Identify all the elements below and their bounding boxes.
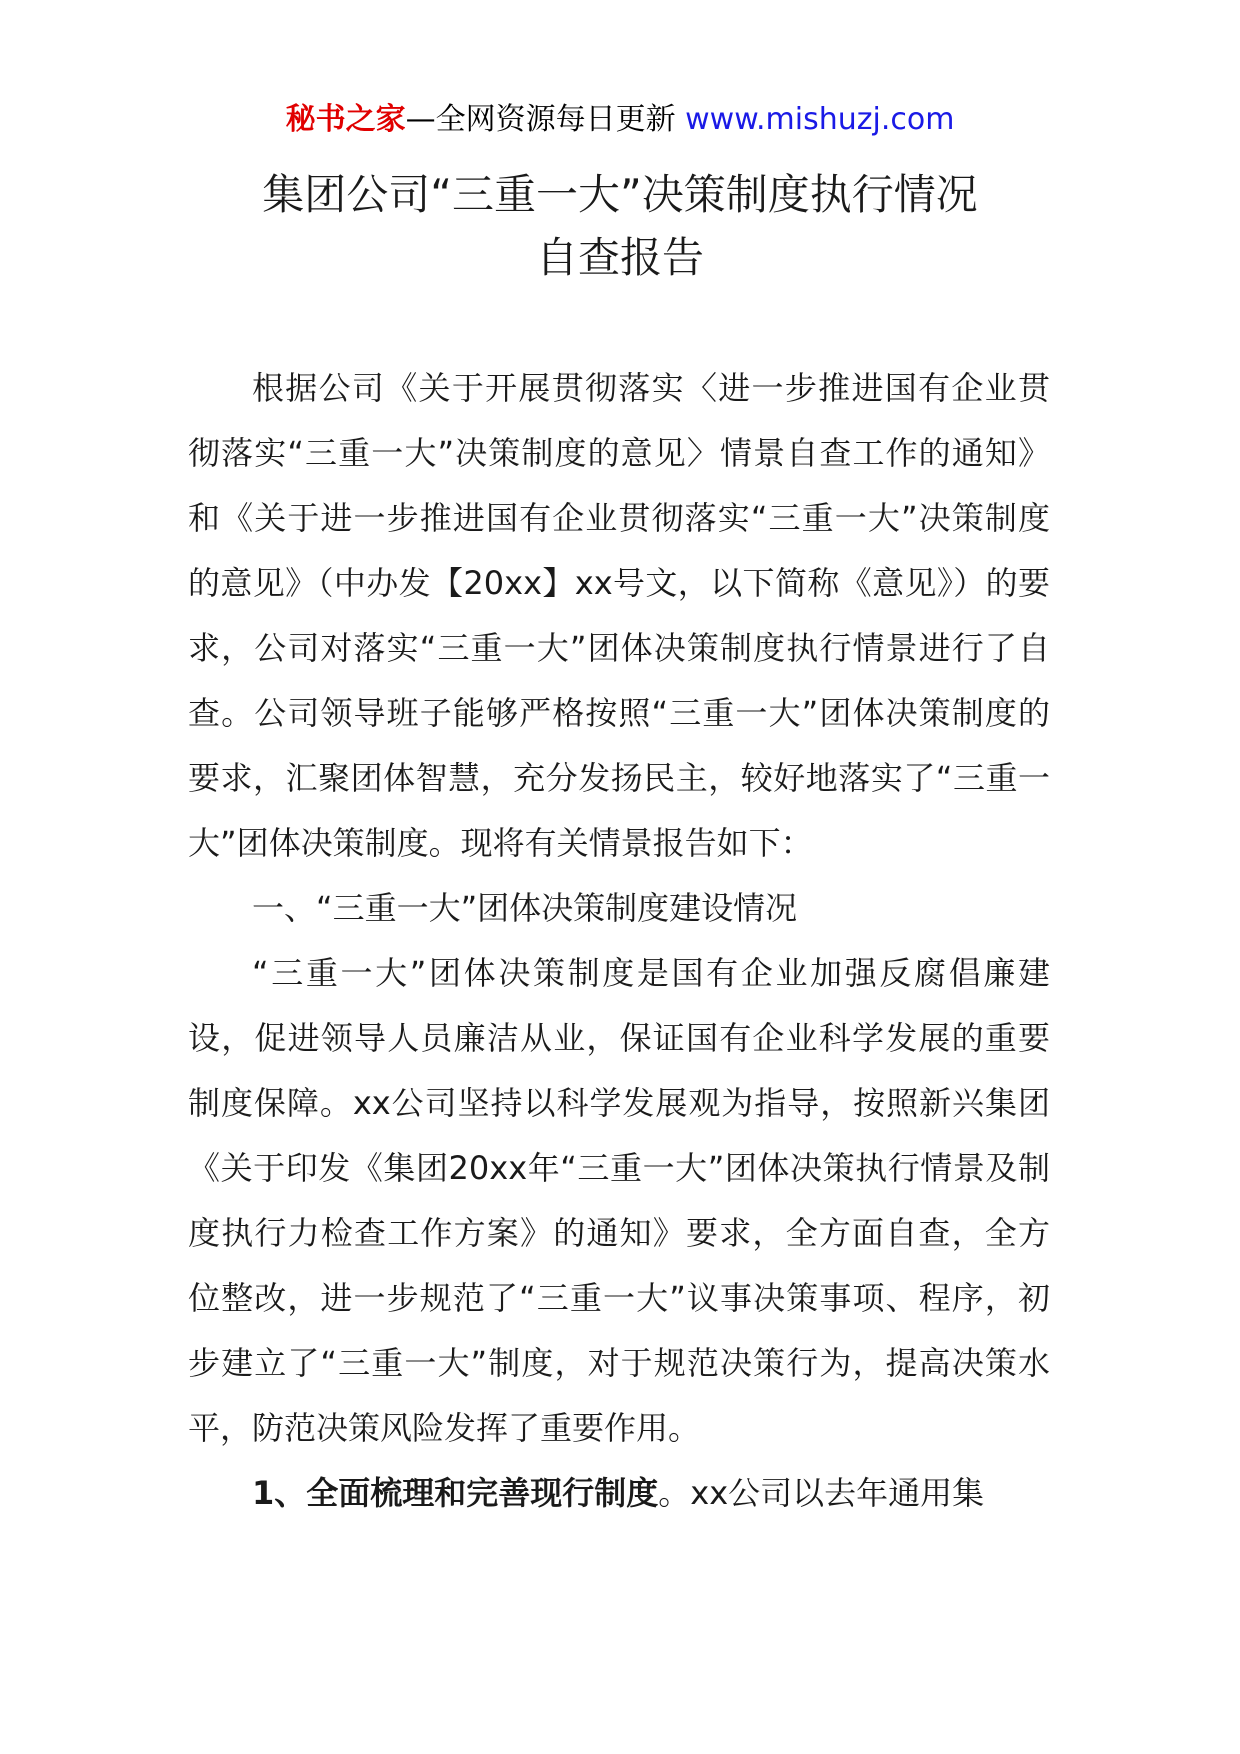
site-brand: 秘书之家 [285, 102, 406, 137]
title-line-1: 集团公司“三重一大”决策制度执行情况 [262, 170, 978, 219]
document-body [188, 356, 1050, 1526]
title-line-2: 自查报告 [535, 233, 704, 282]
section-1-paragraph: “三重一大”团体决策制度是国有企业加强反腐倡廉建设，促进领导人员廉洁从业，保证国有企业科学发展的重要制度保障。xx公司坚持以科学发展观为指导，按照新兴集团《关于印发《集团20xx年“三重一大”团体决策执行情景及制度执行力检查工作方案》的通知》要求，全方面自查，全方位整改，进一步规范了“三重一大”议事决策事项、程序，初步建立了“三重一大”制度，对于规范决策行为，提高决策水平，防范决策风险发挥了重要作用。 [188, 954, 1050, 1447]
document-title [0, 163, 1240, 289]
site-header [0, 100, 1240, 140]
intro-paragraph: 根据公司《关于开展贯彻落实〈进一步推进国有企业贯彻落实“三重一大”决策制度的意见〉情景自查工作的通知》和《关于进一步推进国有企业贯彻落实“三重一大”决策制度的意见》（中办发【20xx】xx号文，以下简称《意见》）的要求，公司对落实“三重一大”团体决策制度执行情景进行了自查。公司领导班子能够严格按照“三重一大”团体决策制度的要求，汇聚团体智慧，充分发扬民主，较好地落实了“三重一大”团体决策制度。现将有关情景报告如下： [188, 369, 1050, 862]
item-1-paragraph [188, 1461, 1050, 1526]
site-tagline: —全网资源每日更新 [405, 102, 676, 137]
site-url-link[interactable]: www.mishuzj.com [685, 102, 955, 137]
item-1-text: 。xx公司以去年通用集 [658, 1474, 985, 1512]
item-1-heading: 1、全面梳理和完善现行制度 [252, 1474, 659, 1512]
section-1-heading: 一、“三重一大”团体决策制度建设情况 [252, 889, 798, 927]
